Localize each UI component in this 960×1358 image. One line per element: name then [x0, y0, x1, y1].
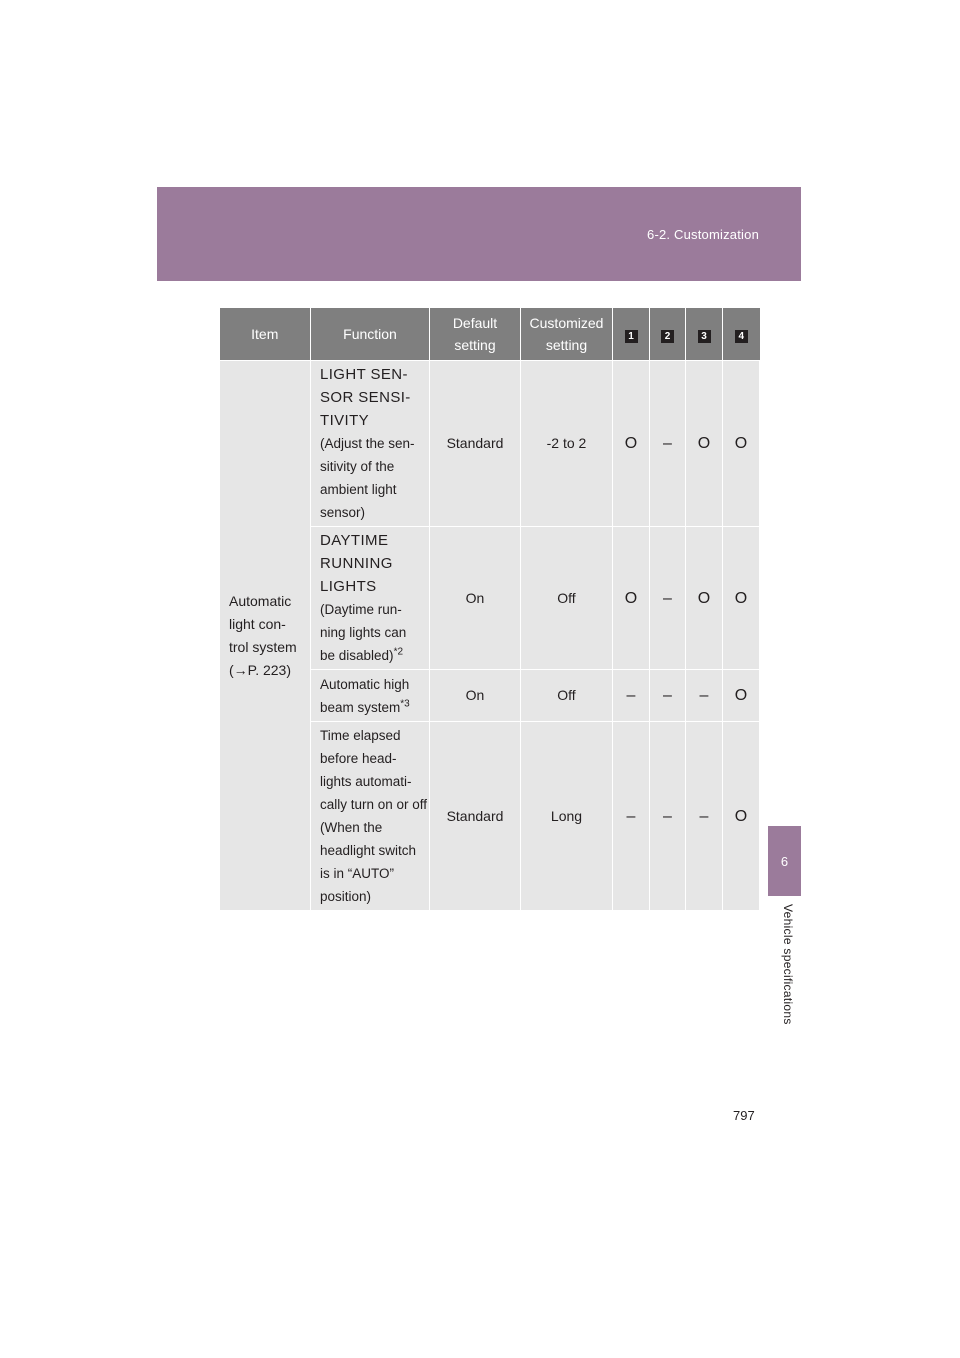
function-cell [311, 527, 430, 670]
mark-cell-3: – [686, 670, 723, 722]
table-row [220, 361, 760, 527]
default-cell: Standard [430, 361, 521, 527]
mark-cell-3: – [686, 722, 723, 911]
section-header-band [157, 187, 801, 281]
column-header-customized: Customized setting [521, 308, 613, 361]
customized-cell: Off [521, 527, 613, 670]
number-4-icon: 4 [735, 330, 748, 343]
customized-cell: Off [521, 670, 613, 722]
function-cell [311, 722, 430, 911]
mark-cell-2: – [650, 722, 686, 911]
default-cell: On [430, 527, 521, 670]
column-header-function: Function [311, 308, 430, 361]
mark-cell-4: O [723, 670, 760, 722]
column-header-3 [686, 308, 723, 361]
mark-cell-4: O [723, 722, 760, 911]
customized-cell: -2 to 2 [521, 361, 613, 527]
mark-cell-1: – [613, 722, 650, 911]
default-cell: Standard [430, 722, 521, 911]
item-label: Automatic light con- trol system (→P. 223) [229, 592, 297, 678]
function-sub-text: (Adjust the sen- sitivity of the ambient light sensor) [320, 436, 415, 520]
mark-cell-1: O [613, 361, 650, 527]
column-header-default: Default setting [430, 308, 521, 361]
number-1-icon: 1 [625, 330, 638, 343]
number-3-icon: 3 [698, 330, 711, 343]
mark-cell-2: – [650, 361, 686, 527]
mark-cell-1: – [613, 670, 650, 722]
column-header-item: Item [220, 308, 311, 361]
footnote-mark: *3 [400, 698, 410, 709]
column-header-2 [650, 308, 686, 361]
section-title: 6-2. Customization [647, 227, 759, 242]
mark-cell-2: – [650, 527, 686, 670]
default-cell: On [430, 670, 521, 722]
footnote-mark: *2 [393, 646, 404, 658]
mark-cell-4: O [723, 527, 760, 670]
function-sub-text: (Daytime run- ning lights can be disabled)$^{*2}$ [320, 602, 407, 663]
mark-cell-1: O [613, 527, 650, 670]
function-main-text: DAYTIME RUNNING LIGHTS [320, 532, 393, 595]
chapter-label: Vehicle specifications [781, 904, 795, 1025]
function-cell [311, 361, 430, 527]
function-sub-text: Time elapsed before head- lights automati- cally turn on or off (When the headlight switch is in “AUTO” position) [320, 728, 428, 904]
mark-cell-4: O [723, 361, 760, 527]
column-header-1 [613, 308, 650, 361]
customization-table [219, 308, 760, 911]
mark-cell-2: – [650, 670, 686, 722]
chapter-tab [768, 826, 801, 896]
number-2-icon: 2 [661, 330, 674, 343]
column-header-4 [723, 308, 760, 361]
item-cell [220, 361, 311, 911]
chapter-number: 6 [780, 853, 789, 869]
function-cell [311, 670, 430, 722]
function-main-text: LIGHT SEN- SOR SENSI- TIVITY [320, 366, 411, 429]
table-header-row [220, 308, 760, 361]
mark-cell-3: O [686, 527, 723, 670]
customized-cell: Long [521, 722, 613, 911]
function-sub-text: Automatic high beam system$^{*3}$ [320, 676, 410, 715]
page-number: 797 [733, 1108, 755, 1123]
mark-cell-3: O [686, 361, 723, 527]
